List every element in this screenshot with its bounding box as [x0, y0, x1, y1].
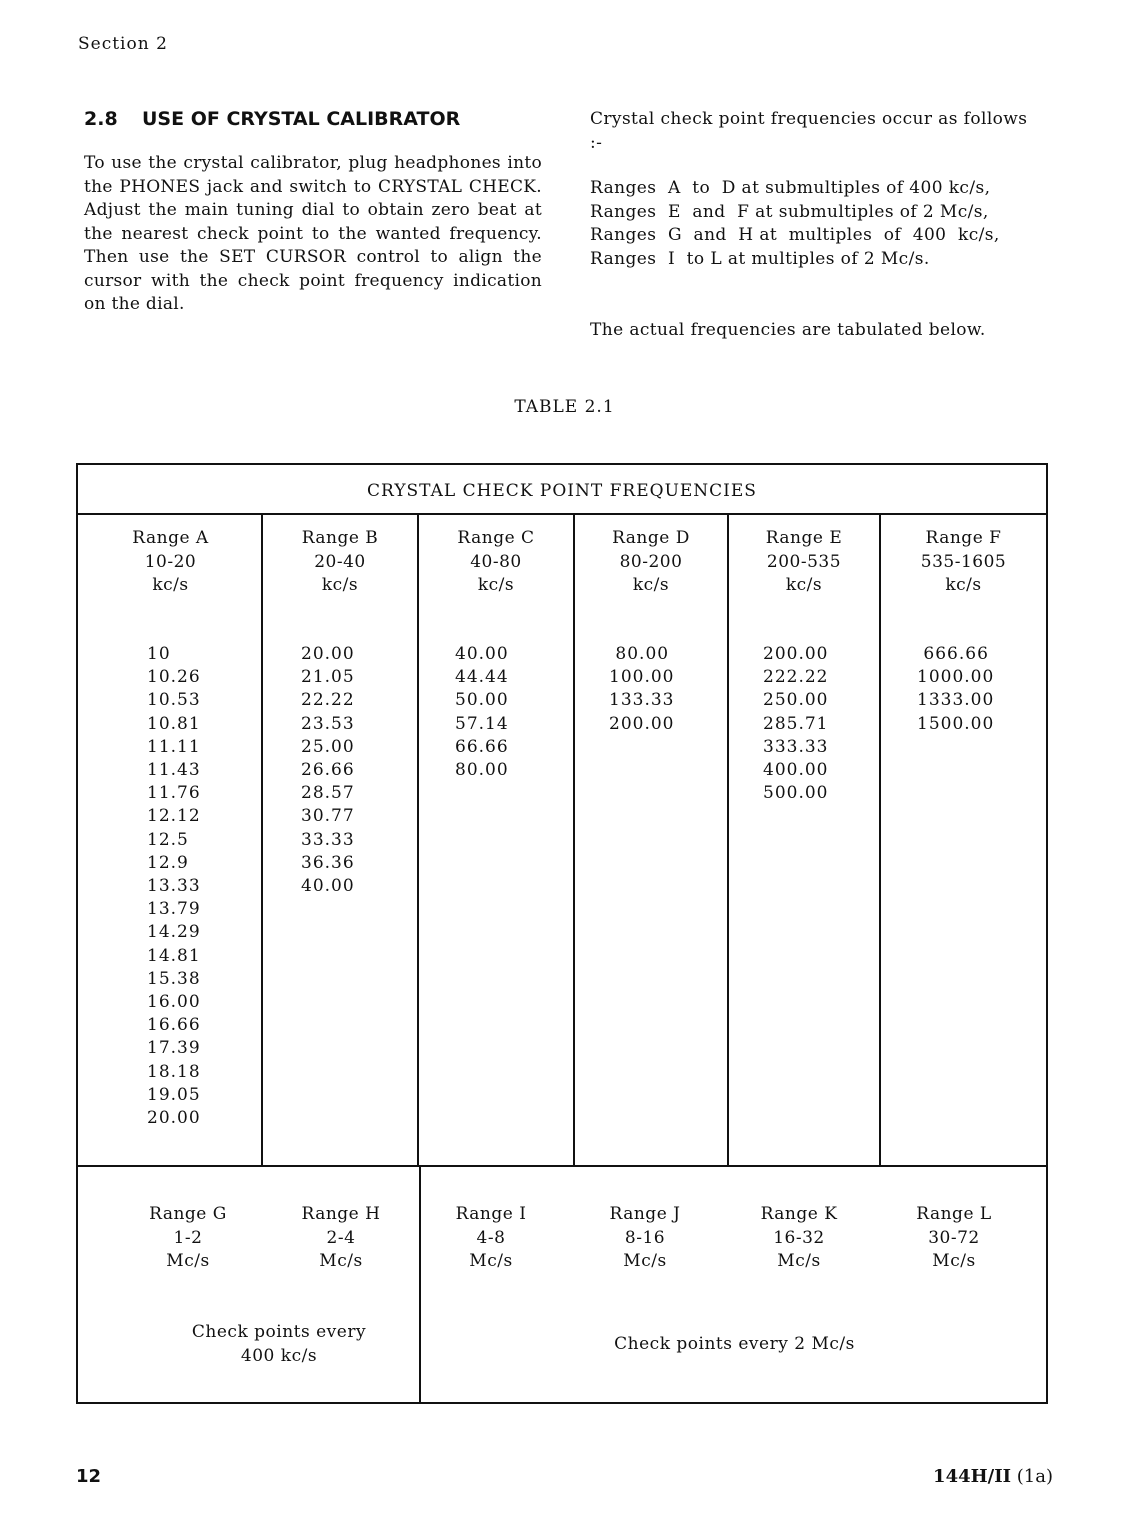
- range-values: [147, 643, 201, 1130]
- range-unit: kc/s: [632, 575, 670, 595]
- range-column: [78, 513, 263, 1165]
- frequency-value: 80.00: [609, 644, 670, 664]
- range-unit: Mc/s: [469, 1251, 513, 1271]
- range-header: [419, 527, 573, 598]
- frequency-value: 11.11: [147, 736, 201, 757]
- frequency-value: 1000.00: [917, 667, 995, 688]
- range-span: 20-40: [314, 551, 366, 572]
- range-header: [729, 1203, 869, 1274]
- frequency-value: 25.00: [301, 736, 355, 757]
- right-column: [590, 108, 1044, 343]
- check-points-note-g-h: Check points every 400 kc/s: [191, 1322, 367, 1366]
- range-name: Range C: [457, 528, 535, 548]
- range-header: [575, 527, 727, 598]
- table-lower-section: [78, 1167, 1046, 1404]
- frequency-value: 50.00: [455, 690, 509, 711]
- range-values: [609, 643, 674, 736]
- range-summary-list: [590, 177, 1044, 271]
- frequency-value: 28.57: [301, 783, 355, 804]
- range-values: [455, 643, 509, 782]
- frequency-value: 80.00: [455, 760, 509, 781]
- frequency-value: 13.33: [147, 876, 201, 897]
- range-header: [271, 1203, 411, 1274]
- range-column: [261, 513, 417, 1165]
- frequency-value: 10.53: [147, 690, 201, 711]
- frequency-value: 285.71: [763, 713, 829, 734]
- range-unit: kc/s: [477, 575, 515, 595]
- instructions-paragraph: To use the crystal calibrator, plug headphones into the PHONES jack and switch to CRYSTAL CHECK. Adjust the main tuning dial to obtain zero beat at the nearest check point to the wanted frequency. Then use the SET CURSOR control to align the cursor with the check point frequency indication on the dial.: [84, 153, 542, 314]
- range-summary-item: Ranges I to L at multiples of 2 Mc/s.: [590, 248, 930, 269]
- range-header: [881, 527, 1046, 598]
- frequency-value: 250.00: [763, 690, 829, 711]
- range-values: [301, 643, 355, 898]
- frequency-value: 17.39: [147, 1038, 201, 1059]
- range-unit: Mc/s: [932, 1251, 976, 1271]
- section-heading: [84, 108, 542, 130]
- frequency-value: 1500.00: [917, 713, 995, 734]
- range-unit: Mc/s: [319, 1251, 363, 1271]
- frequency-value: 44.44: [455, 667, 509, 688]
- range-header: [884, 1203, 1024, 1274]
- frequency-value: 23.53: [301, 713, 355, 734]
- range-unit: kc/s: [785, 575, 823, 595]
- section-number: 2.8: [84, 108, 118, 130]
- frequency-value: 16.66: [147, 1015, 201, 1036]
- frequency-value: 19.05: [147, 1084, 201, 1105]
- range-values: [917, 643, 994, 736]
- range-span: 535-1605: [920, 551, 1007, 572]
- range-span: 2-4: [326, 1227, 356, 1248]
- range-span: 40-80: [470, 551, 522, 572]
- range-column: [417, 513, 573, 1165]
- frequency-value: 21.05: [301, 667, 355, 688]
- section-label: Section 2: [78, 34, 168, 54]
- range-header: [729, 527, 879, 598]
- frequency-value: 26.66: [301, 760, 355, 781]
- range-name: Range H: [301, 1204, 381, 1224]
- range-span: 30-72: [928, 1227, 980, 1248]
- range-name: Range E: [765, 528, 843, 548]
- frequency-value: 333.33: [763, 736, 829, 757]
- page-number: 12: [76, 1466, 102, 1487]
- frequency-value: 57.14: [455, 713, 509, 734]
- range-span: 80-200: [619, 551, 683, 572]
- frequency-value: 10: [147, 644, 171, 664]
- document-revision: (1a): [1011, 1466, 1053, 1487]
- range-name: Range K: [760, 1204, 838, 1224]
- range-header: [118, 1203, 258, 1274]
- left-column: [84, 108, 542, 317]
- frequency-value: 40.00: [455, 644, 509, 664]
- frequency-value: 500.00: [763, 783, 829, 804]
- frequency-value: 15.38: [147, 968, 201, 989]
- frequency-value: 666.66: [917, 644, 989, 664]
- range-unit: kc/s: [152, 575, 189, 595]
- tabulated-note: The actual frequencies are tabulated below.: [590, 320, 986, 340]
- range-name: Range F: [925, 528, 1002, 548]
- frequency-value: 40.00: [301, 876, 355, 897]
- frequency-value: 10.81: [147, 713, 201, 734]
- frequency-value: 20.00: [147, 1108, 201, 1129]
- frequency-value: 20.00: [301, 644, 355, 664]
- range-values: [763, 643, 828, 805]
- frequency-value: 13.79: [147, 899, 201, 920]
- range-span: 16-32: [773, 1227, 825, 1248]
- table-caption: TABLE 2.1: [514, 397, 615, 417]
- frequency-value: 1333.00: [917, 690, 995, 711]
- range-summary-item: Ranges E and F at submultiples of 2 Mc/s,: [590, 201, 989, 222]
- range-span: 8-16: [624, 1227, 666, 1248]
- range-column: [879, 513, 1046, 1165]
- range-summary-item: Ranges A to D at submultiples of 400 kc/s,: [590, 178, 991, 198]
- frequency-value: 10.26: [147, 667, 201, 688]
- range-name: Range I: [455, 1204, 527, 1224]
- document-reference: [933, 1466, 1053, 1487]
- frequency-value: 36.36: [301, 852, 355, 873]
- check-points-note-i-l: Check points every 2 Mc/s: [614, 1334, 855, 1354]
- range-unit: Mc/s: [166, 1251, 210, 1271]
- document-code: 144H/II: [933, 1466, 1012, 1487]
- range-header: [421, 1203, 561, 1274]
- frequency-value: 12.5: [147, 829, 189, 850]
- range-header: [575, 1203, 715, 1274]
- range-name: Range D: [612, 528, 690, 548]
- frequency-value: 33.33: [301, 829, 355, 850]
- range-column: [727, 513, 879, 1165]
- range-header: [263, 527, 417, 598]
- frequency-value: 400.00: [763, 760, 829, 781]
- frequency-value: 14.29: [147, 922, 201, 943]
- intro-text: Crystal check point frequencies occur as follows :-: [590, 109, 1028, 153]
- frequency-value: 222.22: [763, 667, 829, 688]
- range-span: 10-20: [144, 551, 197, 572]
- frequency-value: 11.43: [147, 760, 201, 781]
- frequency-value: 11.76: [147, 783, 201, 804]
- table-title: CRYSTAL CHECK POINT FREQUENCIES: [78, 465, 1046, 515]
- frequency-value: 12.12: [147, 806, 201, 827]
- range-unit: Mc/s: [623, 1251, 667, 1271]
- range-column: [573, 513, 727, 1165]
- frequency-value: 200.00: [763, 644, 829, 664]
- range-span: 1-2: [173, 1227, 203, 1248]
- frequency-value: 200.00: [609, 713, 675, 734]
- frequency-value: 14.81: [147, 945, 201, 966]
- frequency-table: [76, 463, 1048, 1404]
- section-title: USE OF CRYSTAL CALIBRATOR: [142, 108, 461, 130]
- range-name: Range L: [916, 1204, 992, 1224]
- table-upper-section: [78, 513, 1046, 1167]
- frequency-value: 100.00: [609, 667, 675, 688]
- range-name: Range G: [149, 1204, 227, 1224]
- frequency-value: 133.33: [609, 690, 675, 711]
- range-span: 200-535: [766, 551, 842, 572]
- frequency-value: 66.66: [455, 736, 509, 757]
- range-unit: kc/s: [321, 575, 359, 595]
- frequency-value: 16.00: [147, 992, 201, 1013]
- frequency-value: 22.22: [301, 690, 355, 711]
- range-name: Range B: [301, 528, 379, 548]
- range-summary-item: Ranges G and H at multiples of 400 kc/s,: [590, 225, 1000, 245]
- range-span: 4-8: [476, 1227, 506, 1248]
- range-name: Range J: [609, 1204, 681, 1224]
- frequency-value: 30.77: [301, 806, 355, 827]
- frequency-value: 18.18: [147, 1061, 201, 1082]
- range-unit: Mc/s: [777, 1251, 821, 1271]
- frequency-value: 12.9: [147, 852, 189, 873]
- range-unit: kc/s: [945, 575, 982, 595]
- range-name: Range A: [132, 528, 209, 548]
- range-header: [78, 527, 263, 598]
